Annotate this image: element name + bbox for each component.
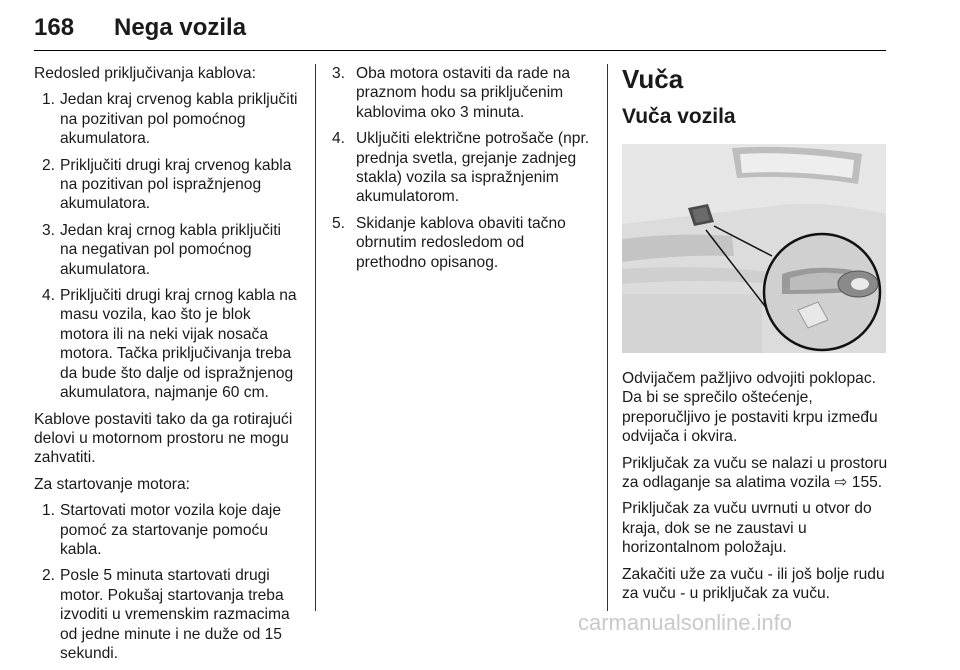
section-heading: Vuča [622, 64, 684, 94]
column-divider-1 [315, 64, 316, 611]
list-item [332, 129, 594, 207]
page-number: 168 [34, 14, 75, 41]
towing-paragraph: Priključak za vuču uvrnuti u otvor do kraja, dok se ne zaustavi u horizontalnom položaju. [622, 500, 872, 557]
step-text: Priključiti drugi kraj crnog kabla na masu vozila, kao što je blok motora ili na neki vijak nosača motora. Tačka priključivanja treba da bude što dalje od ispražnjenog akumulatora, najmanje 60 cm. [60, 287, 297, 402]
start-engine-steps-continued [332, 64, 594, 272]
start-engine-intro: Za startovanje motora: [34, 475, 191, 493]
list-item [34, 566, 302, 663]
page-header [34, 14, 886, 50]
list-item [332, 214, 594, 272]
list-item [34, 156, 302, 214]
list-item [34, 90, 302, 148]
step-text: Oba motora ostaviti da rade na praznom hodu sa priključenim kablovima oko 3 minuta. [356, 65, 571, 121]
step-number: 1. [42, 502, 56, 520]
cable-order-intro: Redosled priključivanja kablova: [34, 65, 256, 82]
column-1 [34, 64, 302, 670]
step-number: 5. [332, 214, 346, 232]
step-number: 3. [42, 221, 56, 239]
step-text: Jedan kraj crvenog kabla priključiti na pozitivan pol pomoćnog akumulatora. [60, 91, 298, 148]
step-number: 4. [42, 287, 56, 305]
step-text: Priključiti drugi kraj crvenog kabla na pozitivan pol ispražnjenog akumulatora. [60, 156, 292, 213]
column-divider-2 [607, 64, 608, 611]
watermark: carmanualsonline.info [578, 610, 793, 635]
start-engine-steps [34, 501, 302, 663]
section-subheading: Vuča vozila [622, 105, 736, 128]
page-title: Nega vozila [114, 14, 247, 41]
step-text: Jedan kraj crnog kabla priključiti na negativan pol pomoćnog akumulatora. [60, 221, 282, 278]
towing-eye-illustration [622, 144, 886, 353]
cable-order-steps [34, 90, 302, 402]
step-text: Posle 5 minuta startovati drugi motor. Pokušaj startovanja treba izvoditi u vremenskim razmacima od jedne minute i ne duže od 15 sekundi. [60, 567, 290, 662]
column-2 [332, 64, 594, 279]
step-number: 2. [42, 567, 56, 585]
list-item [34, 221, 302, 279]
cable-placement-paragraph: Kablove postaviti tako da ga rotirajući delovi u motornom prostoru ne mogu zahvatiti. [34, 410, 293, 467]
step-number: 4. [332, 130, 346, 148]
towing-paragraph: Zakačiti uže za vuču - ili još bolje rudu za vuču - u priključak za vuču. [622, 565, 885, 603]
list-item [332, 64, 594, 122]
list-item [34, 501, 302, 559]
towing-paragraph: Priključak za vuču se nalazi u prostoru za odlaganje sa alatima vozila ⇨ 155. [622, 454, 888, 492]
step-number: 2. [42, 156, 56, 174]
step-number: 3. [332, 65, 346, 82]
column-3 [622, 64, 888, 610]
step-number: 1. [42, 91, 56, 109]
towing-paragraph: Odvijačem pažljivo odvojiti poklopac. Da bi se sprečilo oštećenje, preporučljivo je postaviti krpu između odvijača i okvira. [622, 370, 878, 446]
header-rule [34, 50, 886, 51]
step-text: Uključiti električne potrošače (npr. prednja svetla, grejanje zadnjeg stakla) vozila sa ispražnjenim akumulatorom. [356, 130, 590, 206]
step-text: Skidanje kablova obaviti tačno obrnutim redosledom od prethodno opisanog. [356, 214, 566, 271]
list-item [34, 286, 302, 402]
step-text: Startovati motor vozila koje daje pomoć za startovanje pomoću kabla. [60, 502, 282, 558]
